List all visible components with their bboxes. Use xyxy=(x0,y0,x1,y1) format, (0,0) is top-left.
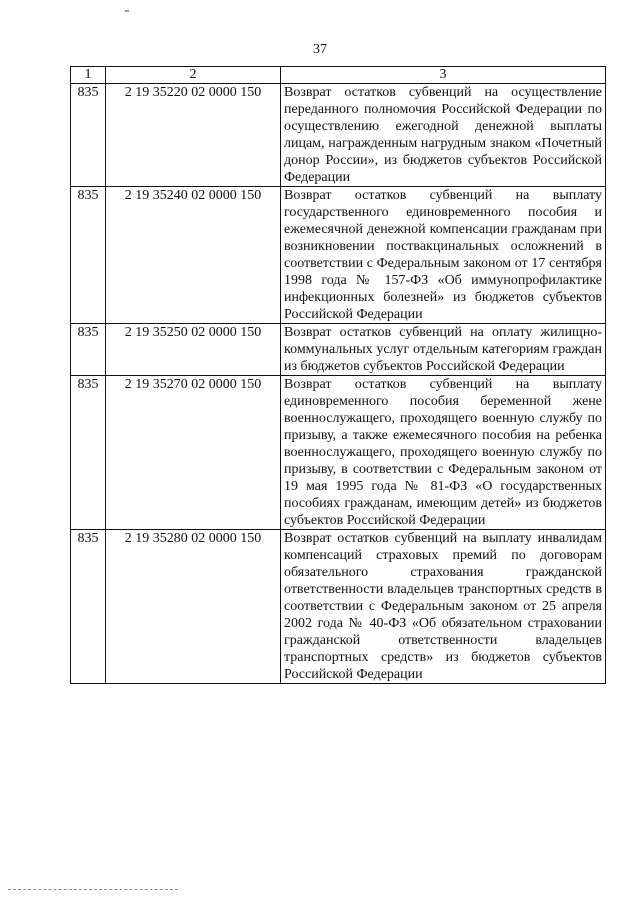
header-col-1: 1 xyxy=(71,67,106,84)
table-header-row xyxy=(71,67,606,84)
footer-rule xyxy=(8,889,178,890)
admin-code-cell: 835 xyxy=(71,530,106,684)
budget-code-cell: 2 19 35250 02 0000 150 xyxy=(106,324,281,376)
table-row xyxy=(71,84,606,187)
description-cell: Возврат остатков субвенций на выплату единовременного пособия беременной жене военнослужащего, проходящего военную службу по призыву, а также ежемесячного пособия на ребенка военнослужащего, проходящего военную службу по призыву, в соответствии с Федеральным законом от 19 мая 1995 года № 81-ФЗ «О государственных пособиях гражданам, имеющим детей» из бюджетов субъектов Российской Федерации xyxy=(281,376,606,530)
page-number: 37 xyxy=(313,42,327,57)
description-cell: Возврат остатков субвенций на оплату жилищно-коммунальных услуг отдельным категориям граждан из бюджетов субъектов Российской Федерации xyxy=(281,324,606,376)
description-cell: Возврат остатков субвенций на выплату инвалидам компенсаций страховых премий по договорам обязательного страхования гражданской ответственности владельцев транспортных средств в соответствии с Федеральным законом от 25 апреля 2002 года № 40-ФЗ «Об обязательном страховании гражданской ответственности владельцев транспортных средств» из бюджетов субъектов Российской Федерации xyxy=(281,530,606,684)
table-row xyxy=(71,376,606,530)
admin-code-cell: 835 xyxy=(71,376,106,530)
admin-code-cell: 835 xyxy=(71,187,106,324)
budget-code-cell: 2 19 35240 02 0000 150 xyxy=(106,187,281,324)
budget-code-cell: 2 19 35280 02 0000 150 xyxy=(106,530,281,684)
table-row xyxy=(71,530,606,684)
table-row xyxy=(71,324,606,376)
header-col-2: 2 xyxy=(106,67,281,84)
header-col-3: 3 xyxy=(281,67,606,84)
budget-code-cell: 2 19 35220 02 0000 150 xyxy=(106,84,281,187)
description-cell: Возврат остатков субвенций на выплату государственного единовременного пособия и ежемесячной денежной компенсации гражданам при возникновении поствакцинальных осложнений в соответствии с Федеральным законом от 17 сентября 1998 года № 157-ФЗ «Об иммунопрофилактике инфекционных болезней» из бюджетов субъектов Российской Федерации xyxy=(281,187,606,324)
scan-speck xyxy=(125,10,129,12)
description-cell: Возврат остатков субвенций на осуществление переданного полномочия Российской Федерации по осуществлению ежегодной денежной выплаты лицам, награжденным нагрудным знаком «Почетный донор России», из бюджетов субъектов Российской Федерации xyxy=(281,84,606,187)
budget-code-cell: 2 19 35270 02 0000 150 xyxy=(106,376,281,530)
table-row xyxy=(71,187,606,324)
admin-code-cell: 835 xyxy=(71,84,106,187)
admin-code-cell: 835 xyxy=(71,324,106,376)
budget-codes-table xyxy=(70,66,606,684)
